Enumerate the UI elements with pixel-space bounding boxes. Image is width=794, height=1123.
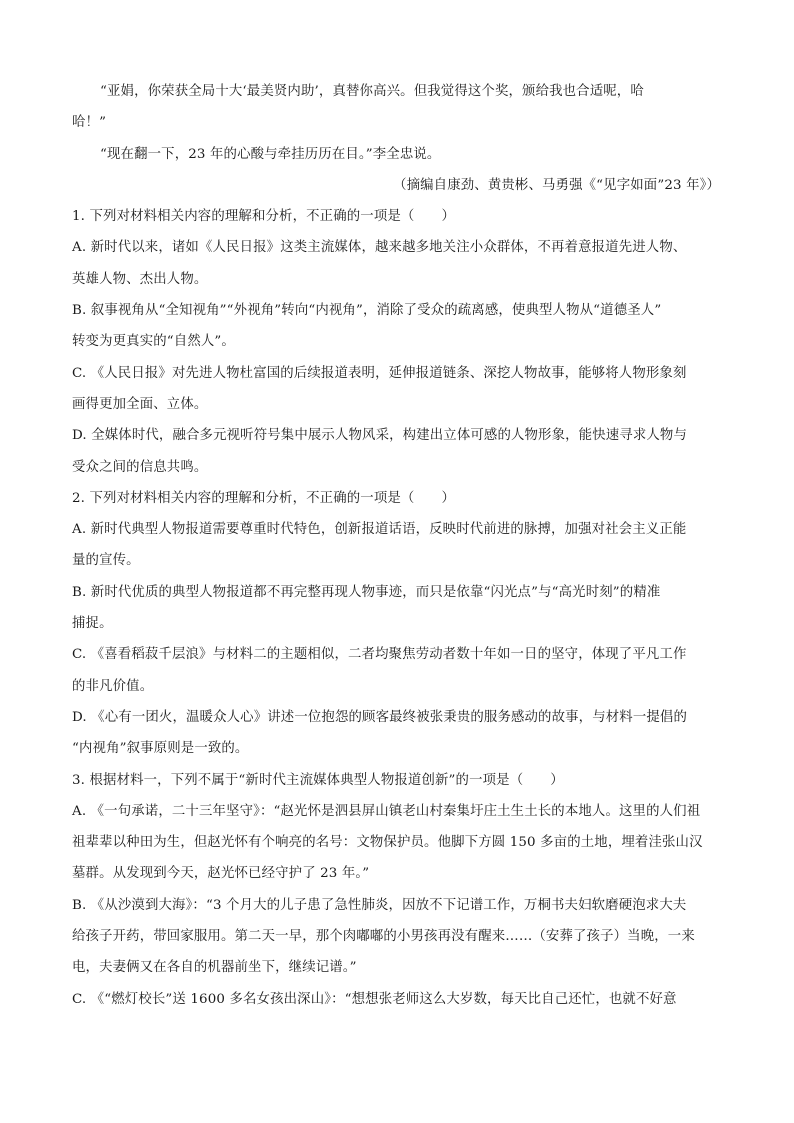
question-stem: 3. 根据材料一，下列不属于“新时代主流媒体典型人物报道创新”的一项是（ ）: [72, 772, 564, 788]
option-line: D. 《心有一团火，温暖众人心》讲述一位抱怨的顾客最终被张秉贵的服务感动的故事，与材料一提倡的: [72, 709, 688, 725]
option-line: 电，夫妻俩又在各自的机器前坐下，继续记谱。”: [72, 960, 357, 976]
option-line: 转变为更真实的“自然人”。: [72, 334, 235, 350]
quote-paragraph-line: “亚娟，你荣获全局十大‘最美贤内助’，真替你高兴。但我觉得这个奖，颁给我也合适呢，哈: [100, 84, 644, 99]
option-line: 量的宣传。: [72, 553, 140, 569]
quote-paragraph-line: 哈！”: [72, 115, 107, 131]
option-line: 英雄人物、杰出人物。: [72, 271, 208, 287]
source-citation: （摘编自康劲、黄贵彬、马勇强《“见字如面”23 年》）: [393, 177, 720, 193]
option-line: B. 新时代优质的典型人物报道都不再完整再现人物事迹，而只是依靠“闪光点”与“高光时刻”的精准: [72, 584, 661, 600]
option-line: B. 《从沙漠到大海》：“3 个月大的儿子患了急性肺炎，因放不下记谱工作，万桐书夫妇软磨硬泡求大夫: [72, 897, 687, 913]
option-line: 画得更加全面、立体。: [72, 396, 208, 412]
question-stem: 2. 下列对材料相关内容的理解和分析，不正确的一项是（ ）: [72, 490, 456, 506]
option-line: A. 《一句承诺，二十三年坚守》：“赵光怀是泗县屏山镇老山村秦集圩庄土生土长的本地人。这里的人们祖: [72, 803, 701, 819]
option-line: 墓群。从发现到今天，赵光怀已经守护了 23 年。”: [72, 866, 370, 882]
option-line: C. 《人民日报》对先进人物杜富国的后续报道表明，延伸报道链条、深挖人物故事，能够将人物形象刻: [72, 365, 687, 381]
option-line: “内视角”叙事原则是一致的。: [72, 741, 249, 757]
option-line: 受众之间的信息共鸣。: [72, 459, 208, 475]
option-line: C. 《“燃灯校长”送 1600 多名女孩出深山》：“想想张老师这么大岁数，每天比自己还忙，也就不好意: [72, 991, 677, 1007]
option-line: 的非凡价值。: [72, 678, 154, 694]
option-line: C. 《喜看稻菽千层浪》与材料二的主题相似，二者均聚焦劳动者数十年如一日的坚守，体现了平凡工作: [72, 647, 687, 663]
option-line: B. 叙事视角从“全知视角”“外视角”转向“内视角”，消除了受众的疏离感，使典型人物从“道德圣人”: [72, 303, 662, 319]
option-line: 祖辈辈以种田为生，但赵光怀有个响亮的名号：文物保护员。他脚下方圆 150 多亩的土地，埋着洼张山汉: [72, 835, 703, 851]
document-page: [72, 76, 722, 1015]
question-stem: 1. 下列对材料相关内容的理解和分析，不正确的一项是（ ）: [72, 209, 456, 225]
option-line: 给孩子开药，带回家服用。第二天一早，那个肉嘟嘟的小男孩再没有醒来……（安葬了孩子）当晚，一来: [72, 929, 695, 945]
quote-paragraph: “现在翻一下，23 年的心酸与牵挂历历在目。”李全忠说。: [100, 146, 441, 162]
option-line: A. 新时代以来，诸如《人民日报》这类主流媒体，越来越多地关注小众群体，不再着意报道先进人物、: [72, 240, 687, 256]
option-line: D. 全媒体时代，融合多元视听符号集中展示人物风采，构建出立体可感的人物形象，能快速寻求人物与: [72, 428, 688, 444]
option-line: A. 新时代典型人物报道需要尊重时代特色，创新报道话语，反映时代前进的脉搏，加强对社会主义正能: [72, 522, 687, 538]
option-line: 捕捉。: [72, 616, 113, 632]
